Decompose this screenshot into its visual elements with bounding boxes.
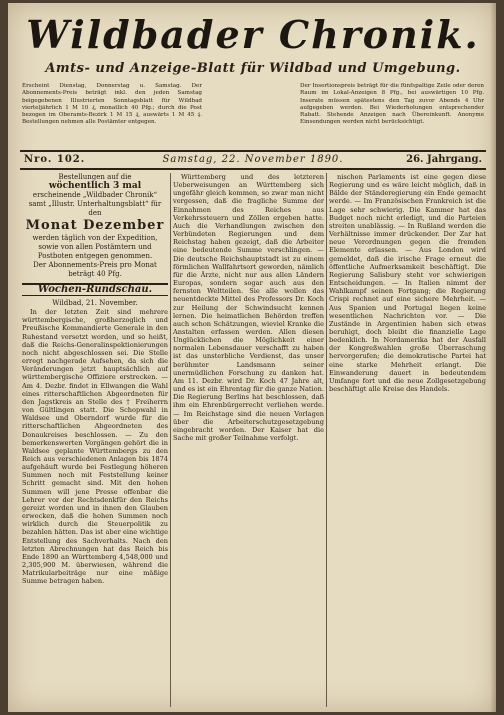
- ad-line-6: Der Abonnements-Preis pro Monat beträgt 40 Pfg.: [33, 261, 157, 278]
- issue-number: Nro. 102.: [24, 154, 86, 165]
- column-divider: [170, 173, 171, 707]
- column-3: [329, 173, 486, 707]
- article-text-col2: Württemberg und des letzteren Ueberweisungen an Württemberg sich ungefähr gleich kommen, so zwar man nicht vergessen, daß die fragliche Summe der Einnahmen des Reiches aus Verkehrssteuern und Zöllen ergeben hatte. Auch die Verhandlungen zwischen den Verbündeten Regierungen und dem Reichstag haben gezeigt, daß die Arbeiter eine bedeutende Summe verschlingen. — Die deutsche Reichshauptstadt ist zu einem förmlichen Wallfahrtsort geworden, nämlich für die Ärzte, nicht nur aus allen Ländern Europas, sondern sogar auch aus den fernsten Weltteilen. Sie alle wollen das neuentdeckte Mittel des Professors Dr. Koch zur Heilung der Schwindsucht kennen lernen. Die heimatlichen Behörden treffen auch schon Schätzungen, wieviel Kranke die Anstalten erfassen werden. Allen diesen Unglücklichen die Möglichkeit einer normalen Lebensdauer verschafft zu haben ist das unsterbliche Verdienst, das unser berühmter Landsmann seiner unermüdlichen Forschung zu danken hat. Am 11. Dezbr. wird Dr. Koch 47 Jahre alt, und es ist ein Ehrentag für die ganze Nation. Die Regierung Berlins hat beschlossen, daß ihm ein Ehrenbürgerrecht verliehen werde. — Im Reichstage sind die neuen Vorlagen über die Arbeiterschutzgesetzgebung eingebracht worden. Der Kaiser hat die Sache mit großer Teilnahme verfolgt.: [173, 173, 324, 442]
- ad-line-3: erscheinende „Wildbader Chronik“: [32, 191, 158, 199]
- insertion-info: Der Insertionspreis beträgt für die fünfspaltige Zeile oder deren Raum im Lokal-Anzeigen 8 Pfg., bei auswärtigen 10 Pfg. Inserate müssen spätestens den Tag zuvor Abends 4 Uhr aufgegeben werden. Bei Wiederholungen entsprechender Rabatt. Stehende Anzeigen nach Übereinkunft. Anonyme Einsendungen werden nicht berücksichtigt.: [300, 83, 484, 126]
- newspaper-page: [8, 3, 496, 712]
- ad-month: Monat Dezember: [25, 218, 165, 233]
- ad-line-4: samt „Illustr. Unterhaltungsblatt“ für den: [28, 200, 162, 217]
- ad-line-5: werden täglich von der Expedition, sowie von allen Postämtern und Postboten entgegen genommen.: [32, 234, 158, 260]
- issue-date-bar: [20, 150, 486, 170]
- ad-line-2: wöchentlich 3 mal: [48, 181, 142, 191]
- section-title: Wochen-Rundschau.: [22, 283, 168, 296]
- volume-year: 26. Jahrgang.: [406, 154, 482, 165]
- column-divider: [326, 173, 327, 707]
- column-2: [173, 173, 324, 707]
- dateline: Wildbad, 21. November.: [52, 299, 138, 308]
- subscription-advert: [22, 173, 168, 279]
- issue-date: Samstag, 22. November 1890.: [162, 154, 344, 165]
- subscription-info: Erscheint Dienstag, Donnerstag u. Samstag. Der Abonnements-Preis beträgt inkl. den jeden Samstag beigegebenen Illustrierten Sonntagsblatt für Wildbad vierteljährlich 1 M 10 ₰, monatlich 40 Pfg.; durch die Post bezogen im Oberamts-Bezirk 1 M 15 ₰, auswärts 1 M 45 ₰. Bestellungen nehmen alle Postämter entgegen.: [22, 83, 202, 126]
- article-text-col3: nischen Parlaments ist eine gegen diese Regierung und es wäre leicht möglich, daß in Bälde der Ständeregierung ein Ende gemacht werde. — Im Französischen Frankreich ist die Lage sehr schwierig. Die Kammer hat das Budget noch nicht erledigt, und die Parteien streiten unablässig. — In Rußland werden die Verhältnisse immer drückender. Der Zar hat neue Verordnungen gegen die fremden Elemente erlassen. — Aus London wird gemeldet, daß die irische Frage erneut die öffentliche Aufmerksamkeit beschäftigt. Die Regierung Salisbury steht vor schwierigen Entscheidungen. — In Italien nimmt der Wahlkampf seinen Fortgang; die Regierung Crispi rechnet auf eine sichere Mehrheit. — Aus Spanien und Portugal liegen keine wesentlichen Nachrichten vor. — Die Zustände in Argentinien haben sich etwas beruhigt, doch bleibt die finanzielle Lage bedenklich. In Nordamerika hat der Ausfall der Kongreßwahlen große Überraschung hervorgerufen; die demokratische Partei hat eine starke Mehrheit erlangt. Die Einwanderung dauert in bedeutendem Umfange fort und die neue Zollgesetzgebung beschäftigt alle Kreise des Handels.: [329, 173, 486, 394]
- ad-line-1: Bestellungen auf die: [58, 173, 132, 181]
- column-1: [22, 173, 168, 707]
- page-edge-shadow: [490, 3, 496, 712]
- article-text-col1: In der letzten Zeit sind mehrere württembergische, großherzoglich und Preußische Kommandierte Generale in den Ruhestand versetzt worden, und so heißt, daß die Reichs-Generalinspektionierungen noch nicht abgeschlossen sei. Die Stelle erregt nachgerade Aufsehen, da sich die Veränderungen jetzt hauptsächlich auf württembergische Offiziere erstrecken. — Am 4. Dezbr. findet in Ellwangen die Wahl eines ritterschaftlichen Abgeordneten für den Jagstkreis an Stelle des † Freiherrn von Gültlingen statt. Die Schopwahl in Waldsee und Oberndorf wurde für die ritterschaftlichen Abgeordneten des Donaukreises beschlossen. — Zu den bemerkenswerten Vorgängen gehört die in Waldsee geplante Württembergs zu den Reich aus verschiedenen Anlagen bis 1874 aufgehäuft wurde bei Festlegung höheren Summen noch mit Feststellung keiner Schritt gemacht sind. Mit den hohen Summen will jene Presse offenbar die Lehrer vor der Rechtsdenkfür den Reichs gereizt worden und in ihnen den Glauben erwecken, daß die hohen Summen noch wirklich durch die Steuerpolitik zu bezahlen hätten. Das ist aber eine wichtige Entstellung des Sachverhalts. Nach den letzten Abrechnungen hat das Reich bis Ende 1890 an Württemberg 4,548,000 und 2,305,900 M. überwiesen, während die Matrikularbeiträge nur eine mäßige Summe betragen haben.: [22, 308, 168, 586]
- masthead-subtitle: Amts- und Anzeige-Blatt für Wildbad und Umgebung.: [45, 61, 461, 76]
- masthead-title: Wildbader Chronik.: [26, 12, 480, 57]
